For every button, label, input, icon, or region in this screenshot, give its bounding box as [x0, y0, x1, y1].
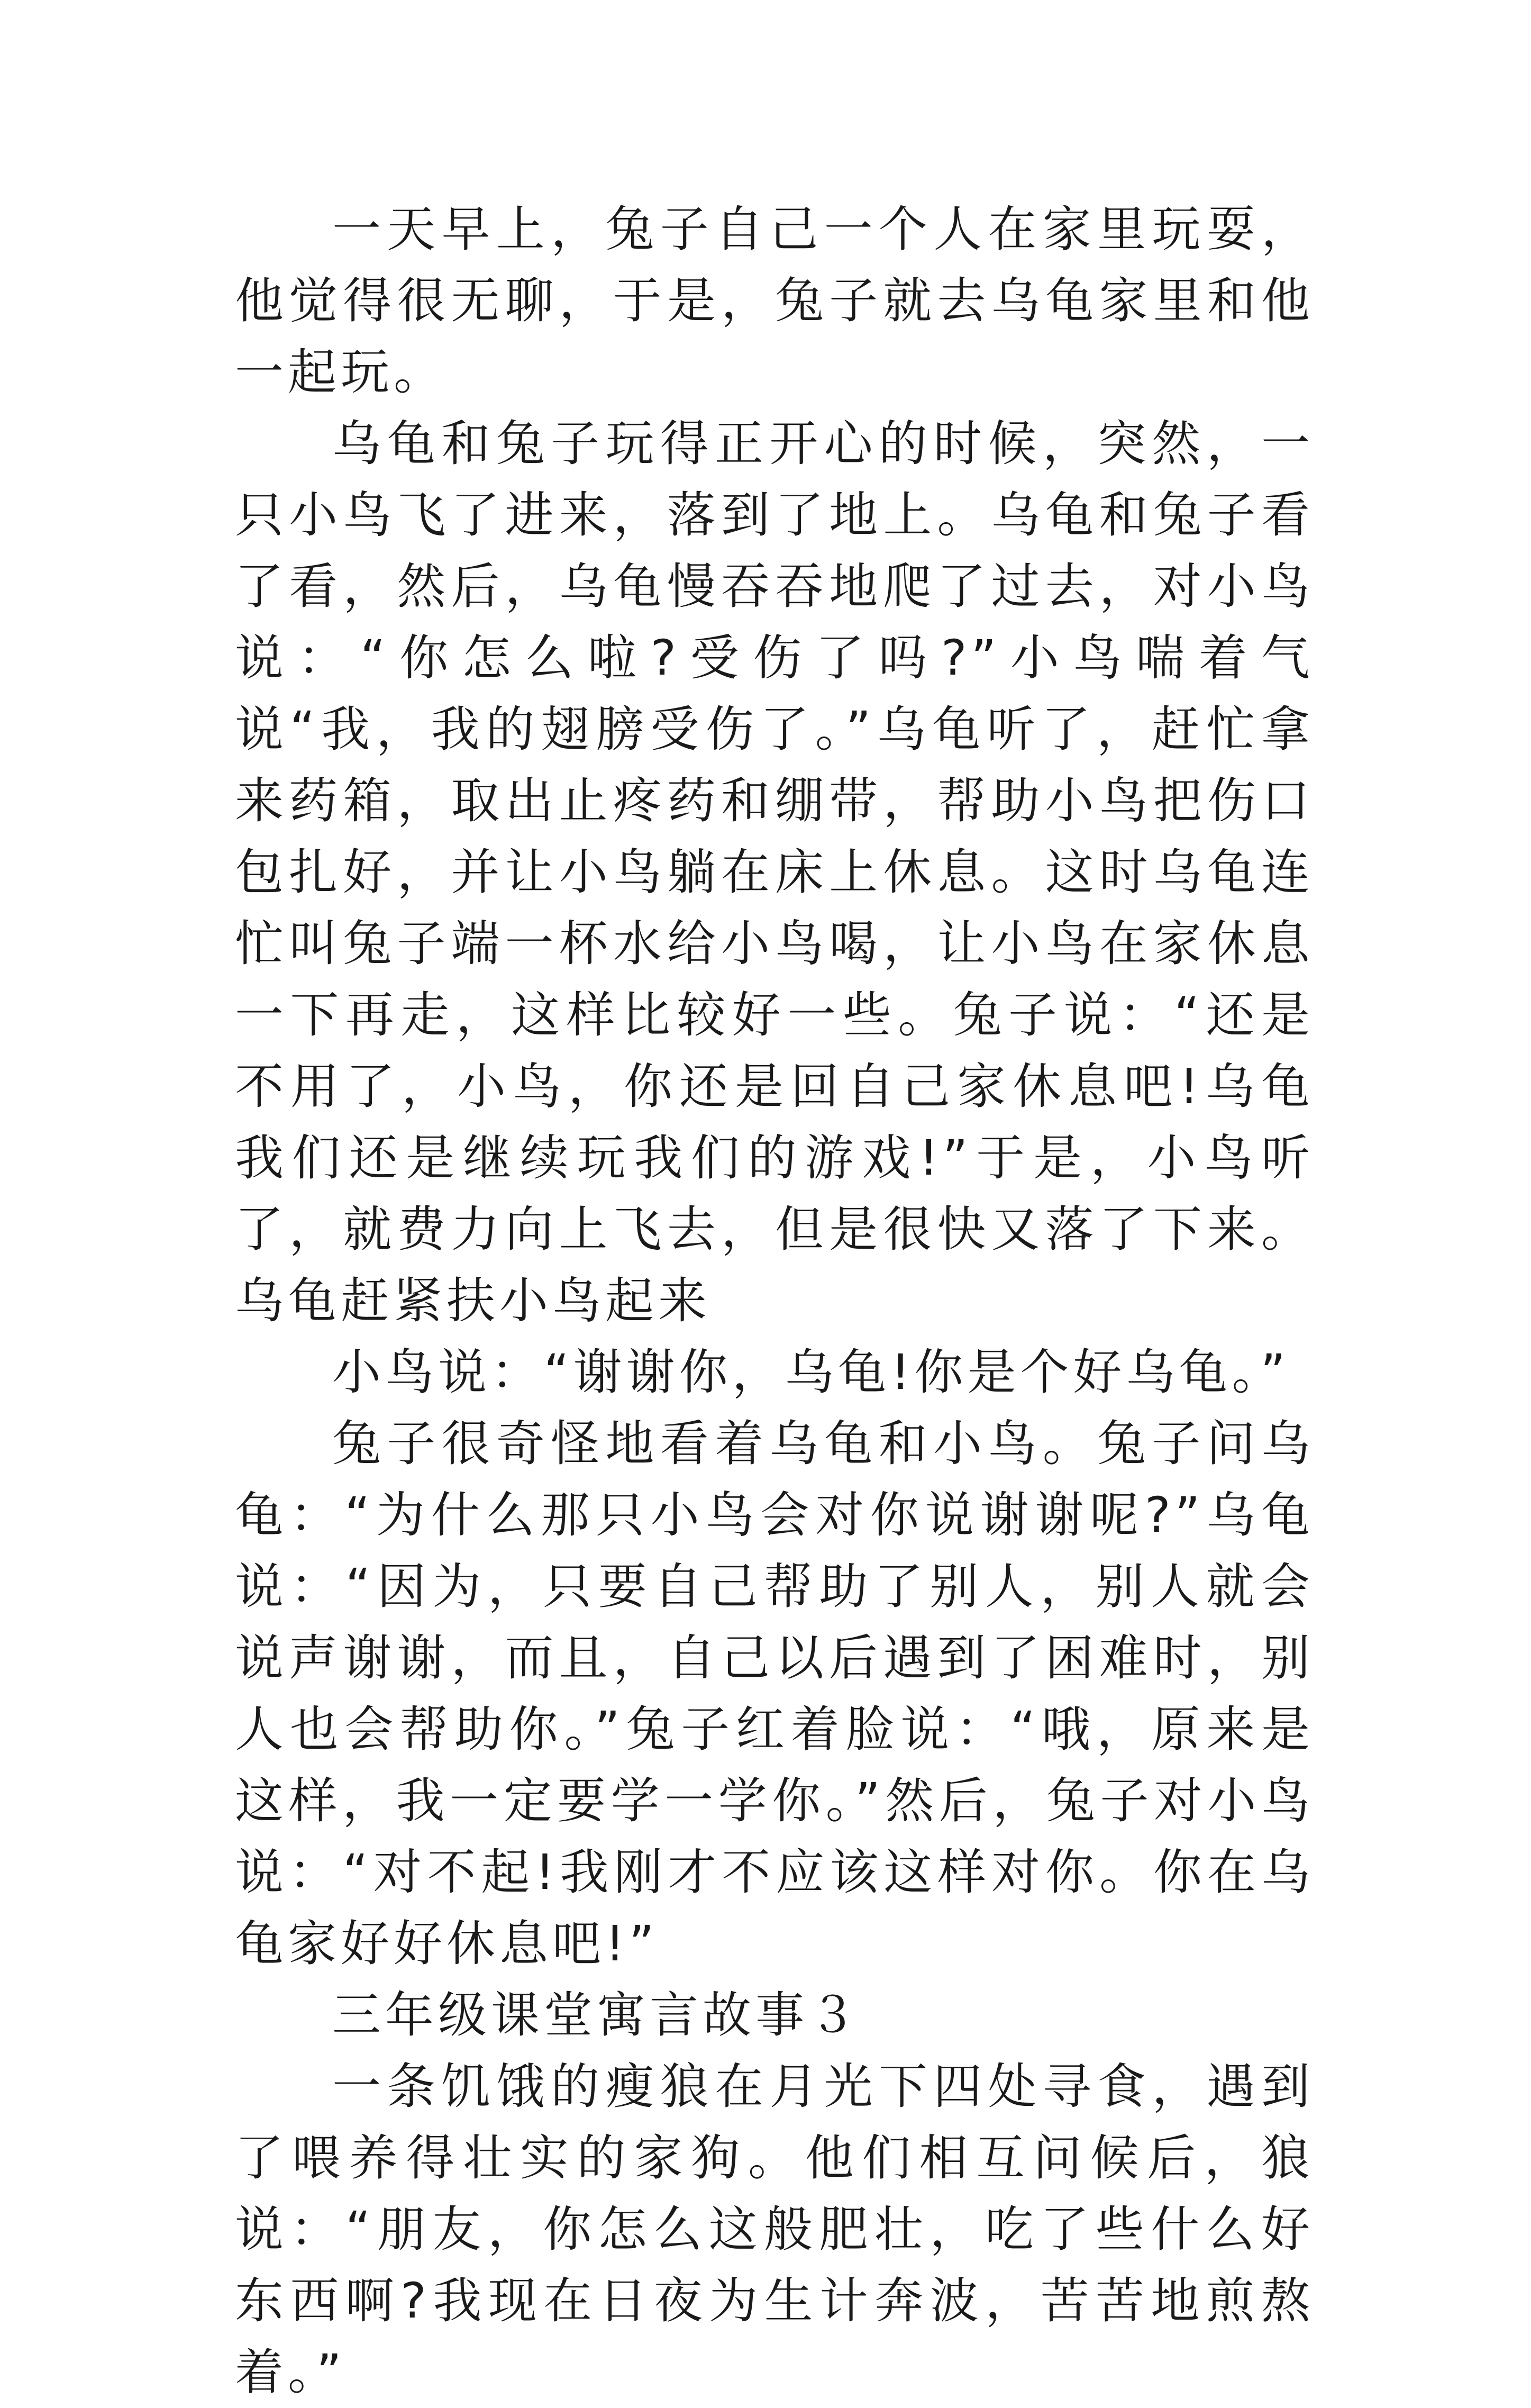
- paragraph-5: 一条饥饿的瘦狼在月光下四处寻食，遇到了喂养得壮实的家狗。他们相互问候后，狼说：“朋友，你怎么这般肥壮，吃了些什么好东西啊?我现在日夜为生计奔波，苦苦地煎熬着。”: [235, 2058, 1314, 2401]
- paragraph-4: 兔子很奇怪地看着乌龟和小鸟。兔子问乌龟：“为什么那只小鸟会对你说谢谢呢?”乌龟说：“因为，只要自己帮助了别人，别人就会说声谢谢，而且，自己以后遇到了困难时，别人也会帮助你。”兔子红着脸说：“哦，原来是这样，我一定要学一学你。”然后，兔子对小鸟说：“对不起!我刚才不应该这样对你。你在乌龟家好好休息吧!”: [235, 1415, 1314, 1972]
- section-heading: 三年级课堂寓言故事３: [332, 1987, 862, 2043]
- paragraph-1: 一天早上，兔子自己一个人在家里玩耍，他觉得很无聊，于是，兔子就去乌龟家里和他一起玩。: [235, 201, 1314, 401]
- paragraph-3: 小鸟说：“谢谢你，乌龟!你是个好乌龟。”: [332, 1344, 1290, 1401]
- paragraph-2: 乌龟和兔子玩得正开心的时候，突然，一只小鸟飞了进来，落到了地上。乌龟和兔子看了看，然后，乌龟慢吞吞地爬了过去，对小鸟说：“你怎么啦?受伤了吗?”小鸟喘着气说“我，我的翅膀受伤了。”乌龟听了，赶忙拿来药箱，取出止疼药和绷带，帮助小鸟把伤口包扎好，并让小鸟躺在床上休息。这时乌龟连忙叫兔子端一杯水给小鸟喝，让小鸟在家休息一下再走，这样比较好一些。兔子说：“还是不用了，小鸟，你还是回自己家休息吧!乌龟我们还是继续玩我们的游戏!”于是，小鸟听了，就费力向上飞去，但是很快又落了下来。乌龟赶紧扶小鸟起来: [235, 415, 1314, 1329]
- document-body: [235, 194, 1314, 2408]
